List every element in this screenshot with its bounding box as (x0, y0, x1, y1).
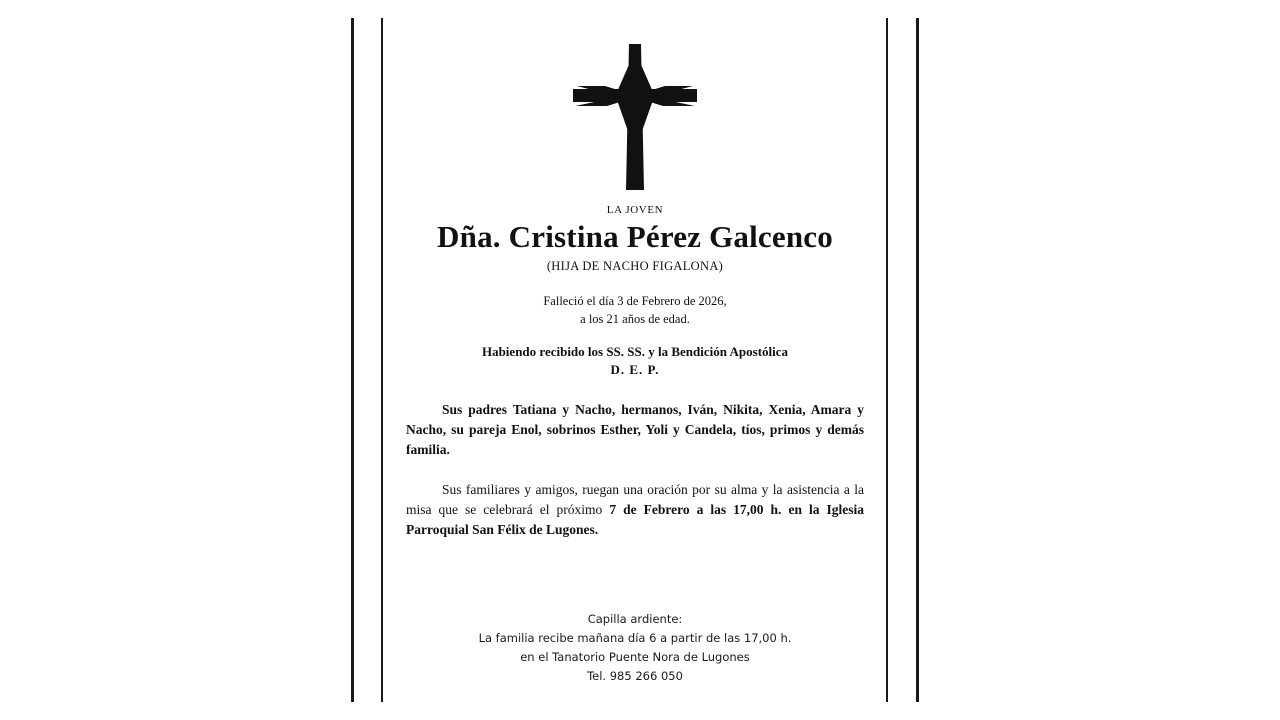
border-rule-left-outer (351, 18, 354, 702)
wake-location: en el Tanatorio Puente Nora de Lugones (520, 650, 750, 665)
age-line: a los 21 años de edad. (580, 312, 690, 327)
sacraments-line: Habiendo recibido los SS. SS. y la Bendición Apostólica (481, 344, 789, 360)
dep-line: D. E. P. (610, 362, 660, 378)
family-paragraph: Sus padres Tatiana y Nacho, hermanos, Iván, Nikita, Xenia, Amara y Nacho, su pareja Enol, sobrinos Esther, Yoli y Candela, tíos, primos y demás familia. (406, 402, 864, 457)
notice-card (384, 18, 886, 702)
invitation-details: 7 de Febrero a las 17,00 h. en la Iglesia Parroquial San Félix de Lugones. (406, 501, 864, 537)
wake-phone: Tel. 985 266 050 (587, 669, 683, 684)
invitation-paragraph (402, 480, 868, 540)
border-rule-left-inner (381, 18, 383, 702)
deceased-name: Dña. Cristina Pérez Galcenco (437, 219, 833, 254)
right-margin (930, 0, 1280, 720)
latin-cross-icon (565, 42, 705, 192)
kicker-text: LA JOVEN (606, 204, 664, 216)
death-details (402, 292, 868, 330)
death-date-line: Falleció el día 3 de Febrero de 2026, (543, 293, 727, 308)
wake-details (384, 610, 886, 686)
invitation-lead: Sus familiares y amigos, ruegan una oración por su alma y la asistencia a la misa que se celebrará el próximo (406, 481, 864, 517)
wake-title: Capilla ardiente: (587, 612, 683, 627)
wake-schedule: La familia recibe mañana día 6 a partir de las 17,00 h. (478, 631, 792, 646)
relation-text: (HIJA DE NACHO FIGALONA) (546, 258, 724, 273)
border-rule-right-outer (916, 18, 919, 702)
border-rule-right-inner (886, 18, 888, 702)
left-margin (0, 0, 350, 720)
